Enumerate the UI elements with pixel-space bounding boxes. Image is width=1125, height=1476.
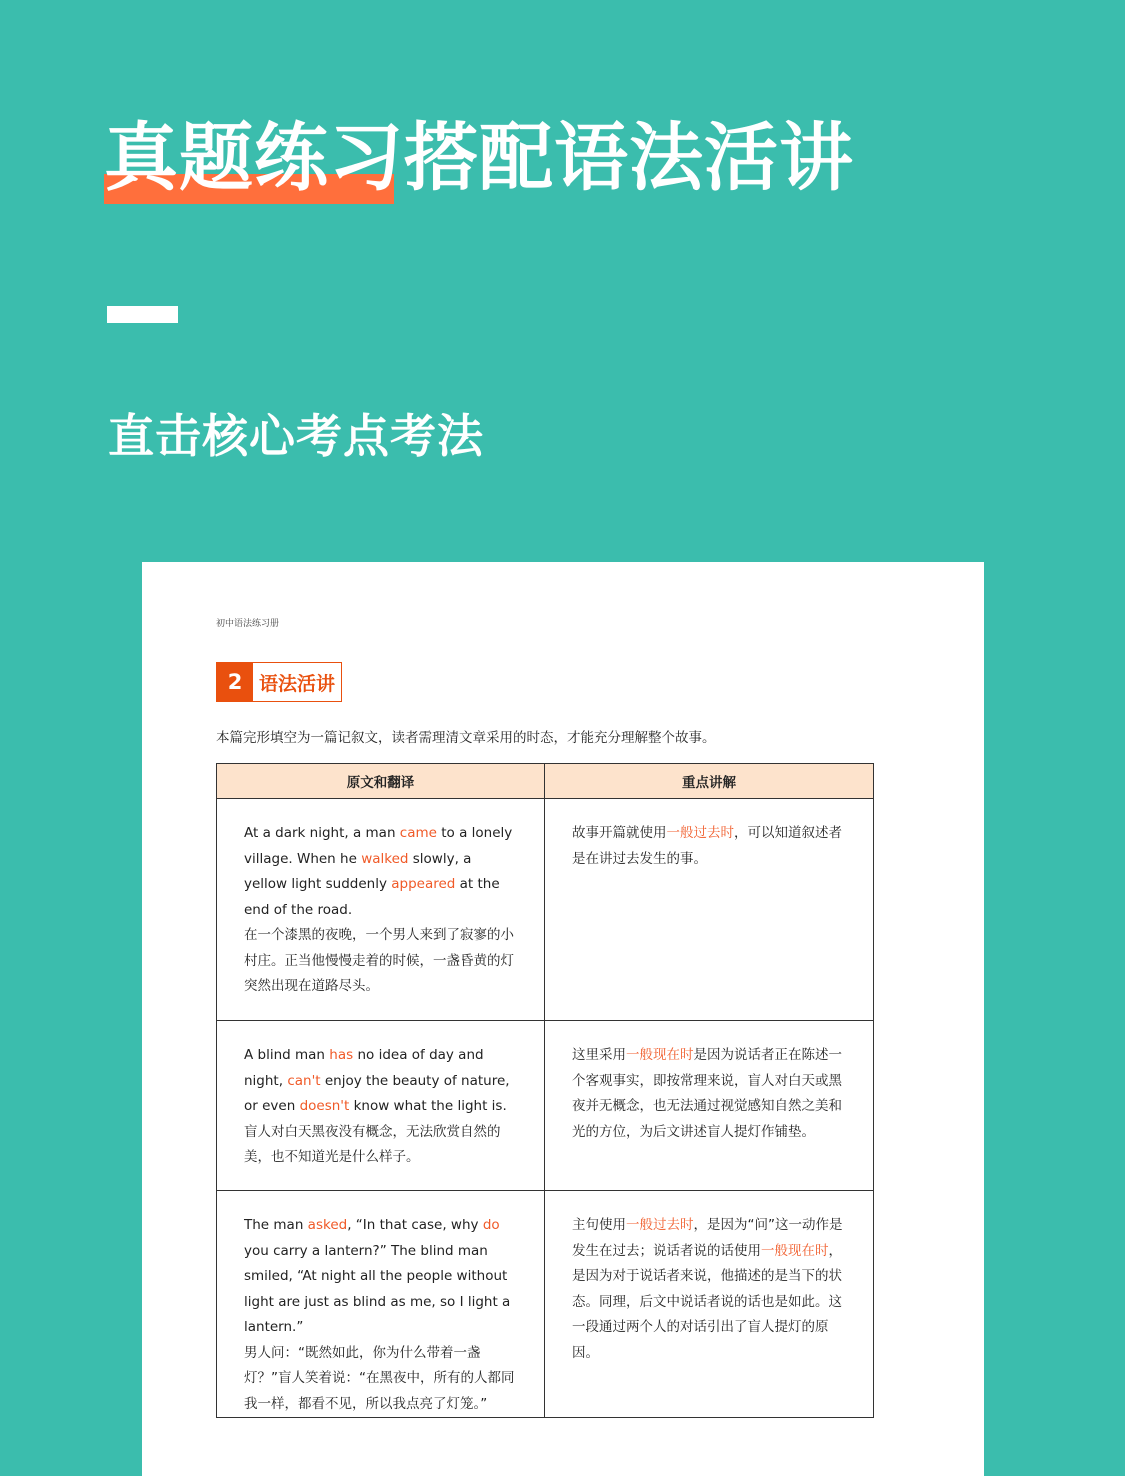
highlighted-term: asked [307, 1217, 348, 1233]
text-run: 主句使用 [572, 1217, 626, 1233]
running-header: 初中语法练习册 [216, 619, 280, 629]
text-run: you carry a lantern?” The blind man smiled, “At night all the people without light are just as blind as me, so I light a lantern.” [244, 1242, 511, 1335]
note-cell [545, 799, 874, 1021]
section-number: 2 [217, 663, 253, 701]
text-run: The man [244, 1217, 308, 1233]
intro-text: 本篇完形填空为一篇记叙文，读者需理清文章采用的时态，才能充分理解整个故事。 [216, 730, 716, 746]
text-run: At a dark night, a man [244, 825, 400, 841]
banner-title: 真题练习搭配语法活讲 [104, 115, 854, 201]
highlighted-term: came [399, 825, 437, 841]
section-heading [216, 662, 342, 702]
highlighted-term: doesn't [299, 1098, 350, 1114]
note-cell [545, 1021, 874, 1191]
highlighted-term: 一般过去时 [666, 825, 734, 841]
text-run: at the end of the road. [244, 876, 500, 918]
table-header-row [217, 764, 874, 799]
highlighted-term: 一般现在时 [761, 1242, 829, 1259]
note-text [572, 821, 847, 872]
english-text [244, 1043, 518, 1120]
text-run: no idea of day and night, [244, 1047, 484, 1089]
text-run: ，可以知道叙述者是在讲过去发生的事。 [572, 825, 842, 867]
english-text [244, 1213, 518, 1341]
text-run: , “In that case, why [347, 1217, 483, 1233]
document-preview [142, 562, 984, 1476]
column-header-original: 原文和翻译 [217, 764, 545, 799]
table-row [217, 799, 874, 1021]
highlighted-term: walked [361, 850, 409, 867]
banner-title-block [104, 112, 854, 204]
original-cell [217, 1021, 545, 1191]
section-title: 语法活讲 [259, 672, 336, 695]
note-cell [545, 1191, 874, 1418]
banner-divider [107, 306, 178, 323]
text-run: know what the light is. [349, 1098, 507, 1114]
original-cell [217, 1191, 545, 1418]
table-row [217, 1191, 874, 1418]
text-run: to a lonely village. When he [244, 825, 513, 867]
highlighted-term: has [329, 1047, 354, 1063]
column-header-notes: 重点讲解 [545, 764, 874, 799]
highlighted-term: can't [287, 1072, 321, 1089]
note-text [572, 1213, 847, 1366]
text-run: 这里采用 [572, 1047, 626, 1063]
original-cell [217, 799, 545, 1021]
text-run: slowly, a yellow light suddenly [244, 850, 472, 892]
text-run: ，是因为对于说话者来说，他描述的是当下的状态。同理，后文中说话者说的话也是如此。这一段通过两个人的对话引出了盲人提灯的原因。 [572, 1242, 842, 1361]
highlighted-term: 一般过去时 [626, 1217, 694, 1233]
table-row [217, 1021, 874, 1191]
text-run: ，是因为“问”这一动作是发生在过去；说话者说的话使用 [572, 1217, 843, 1259]
chinese-translation: 在一个漆黑的夜晚，一个男人来到了寂寥的小村庄。正当他慢慢走着的时候，一盏昏黄的灯突然出现在道路尽头。 [244, 927, 514, 994]
chinese-translation: 男人问：“既然如此，你为什么带着一盏灯？”盲人笑着说：“在黑夜中，所有的人都同我一样，都看不见，所以我点亮了灯笼。” [244, 1344, 515, 1412]
grammar-table [216, 763, 874, 1418]
text-run: 是因为说话者正在陈述一个客观事实，即按常理来说，盲人对白天或黑夜并无概念，也无法通过视觉感知自然之美和光的方位，为后文讲述盲人提灯作铺垫。 [572, 1047, 842, 1140]
highlighted-term: appeared [391, 876, 456, 892]
text-run: 故事开篇就使用 [572, 825, 667, 841]
text-run: enjoy the beauty of nature, or even [244, 1072, 510, 1114]
banner-subtitle: 直击核心考点考法 [108, 409, 484, 463]
highlighted-term: 一般现在时 [626, 1047, 694, 1063]
note-text [572, 1043, 847, 1145]
highlighted-term: do [482, 1217, 500, 1233]
english-text [244, 821, 518, 923]
chinese-translation: 盲人对白天黑夜没有概念，无法欣赏自然的美，也不知道光是什么样子。 [244, 1123, 501, 1165]
text-run: A blind man [244, 1047, 330, 1063]
